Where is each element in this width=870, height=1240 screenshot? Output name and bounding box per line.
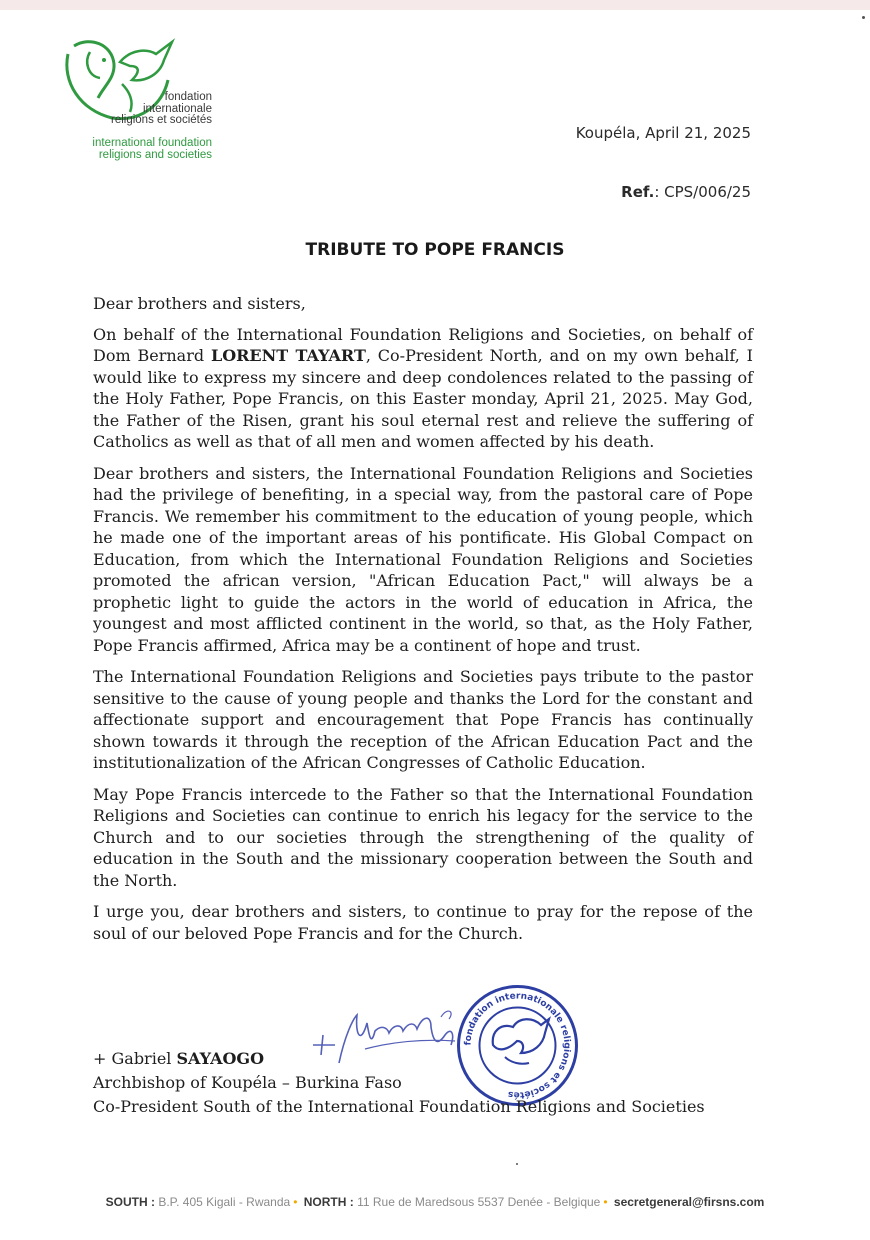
letter-title: TRIBUTE TO POPE FRANCIS bbox=[305, 240, 565, 260]
org-name-french-line: fondation bbox=[164, 91, 212, 103]
paragraph-1 bbox=[93, 324, 753, 453]
reference-label: Ref. bbox=[621, 183, 655, 201]
footer-email[interactable]: secretgeneral@firsns.com bbox=[613, 1195, 765, 1209]
footer-south-address: B.P. 405 Kigali - Rwanda bbox=[158, 1195, 291, 1209]
reference-value: : CPS/006/25 bbox=[654, 183, 751, 201]
paragraph-1-start: On behalf of the International Foundation Religions and Societies, on behalf of Dom Bernard bbox=[93, 324, 753, 365]
scan-speck bbox=[516, 1163, 518, 1165]
footer-north-address: 11 Rue de Maredsous 5537 Denée - Belgique bbox=[357, 1195, 601, 1209]
org-name-french-line: internationale bbox=[142, 102, 212, 115]
reference bbox=[621, 183, 751, 201]
signatory-role: Archbishop of Koupéla – Burkina Faso bbox=[93, 1073, 402, 1092]
signatory-prefix: + Gabriel bbox=[93, 1049, 177, 1068]
paragraph-5: I urge you, dear brothers and sisters, to continue to pray for the repose of the soul of our beloved Pope Francis and for the Church. bbox=[93, 902, 753, 943]
paragraph-3: The International Foundation Religions and Societies pays tribute to the pastor sensitive to the cause of young people and thanks the Lord for the constant and affectionate support and encouragement that Pope Francis has continually shown towards it through the reception of the African Education Pact and the institutionalization of the African Congresses of Catholic Education. bbox=[93, 667, 753, 772]
signatory-surname: SAYAOGO bbox=[176, 1049, 265, 1068]
co-president-name: LORENT TAYART bbox=[210, 346, 366, 365]
org-name-english-line: international foundation bbox=[92, 137, 212, 149]
footer-south-label: SOUTH : bbox=[105, 1195, 155, 1209]
org-name-french-line: religions et sociétés bbox=[111, 114, 212, 126]
paragraph-2: Dear brothers and sisters, the International Foundation Religions and Societies had the privilege of benefiting, in a special way, from the pastoral care of Pope Francis. We remember his commitment to the education of young people, which he made one of the important areas of his pontificate. His Global Compact on Education, from which the International Foundation Religions and Societies promoted the african version, "African Education Pact," will always be a prophetic light to guide the actors in the world of education in Africa, the youngest and most afflicted continent in the world, so that, as the Holy Father, Pope Francis affirmed, Africa may be a continent of hope and trust. bbox=[93, 463, 753, 655]
top-band bbox=[0, 0, 870, 10]
greeting: Dear brothers and sisters, bbox=[93, 294, 306, 313]
scan-speck bbox=[862, 16, 865, 19]
signatory-role-2: Co-President South of the International Foundation Religions and Societies bbox=[93, 1097, 705, 1116]
signature-block bbox=[93, 1047, 705, 1119]
logo bbox=[58, 26, 228, 166]
separator-dot-icon: • bbox=[293, 1195, 298, 1209]
separator-dot-icon: • bbox=[603, 1195, 608, 1209]
org-name-english bbox=[58, 137, 212, 161]
org-name-english-line: religions and societies bbox=[98, 149, 212, 161]
letter-body bbox=[93, 293, 753, 954]
paragraph-4: May Pope Francis intercede to the Father so that the International Foundation Religions and Societies can continue to enrich his legacy for the service to the Church and to our societies through the strengthening of the quality of education in the South and the missionary cooperation between the South and the North. bbox=[93, 784, 753, 890]
footer-north-label: NORTH : bbox=[303, 1195, 354, 1209]
seal-text: fondation internationale religions et sociétés bbox=[463, 991, 572, 1100]
footer-address bbox=[0, 1195, 870, 1209]
signatory-name bbox=[93, 1047, 705, 1071]
org-name-french bbox=[100, 92, 212, 127]
paragraph-1-end: , Co-President North, and on my own behalf, I would like to express my sincere and deep condolences related to the passing of the Holy Father, Pope Francis, on this Easter monday, April 21, 2025. May God, the Father of the Risen, grant his soul eternal rest and relieve the suffering of Catholics as well as that of all men and women affected by his death. bbox=[93, 346, 754, 451]
place-date: Koupéla, April 21, 2025 bbox=[575, 124, 751, 142]
